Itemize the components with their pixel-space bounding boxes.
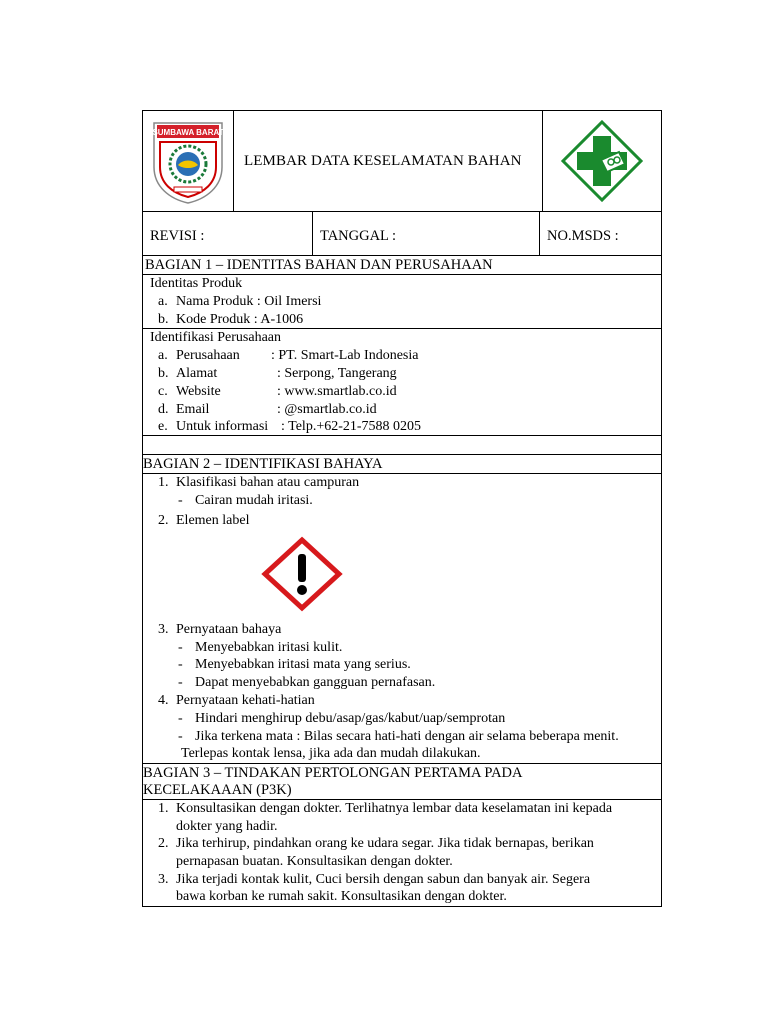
section1-title: BAGIAN 1 – IDENTITAS BAHAN DAN PERUSAHAAN <box>142 256 662 275</box>
company-label: Untuk informasi <box>176 419 269 434</box>
product-name: Nama Produk : Oil Imersi <box>176 294 322 309</box>
first-aid-line: Jika terjadi kontak kulit, Cuci bersih dengan sabun dan banyak air. Segera <box>176 872 591 887</box>
no-msds-cell: NO.MSDS : <box>547 227 619 244</box>
section2-body <box>142 474 662 764</box>
list-item <box>158 293 168 311</box>
company-value: : PT. Smart-Lab Indonesia <box>271 348 419 363</box>
list-marker: d. <box>158 402 169 417</box>
list-marker: c. <box>158 384 168 399</box>
list-marker: 1. <box>158 801 169 816</box>
first-aid-line: bawa korban ke rumah sakit. Konsultasikan dengan dokter. <box>176 889 507 904</box>
dash-marker: - <box>178 729 183 744</box>
logo-banner-text: SUMBAWA BARAT <box>152 128 224 137</box>
product-identity-block <box>142 275 662 329</box>
list-marker: 2. <box>158 513 169 528</box>
document-header <box>142 110 662 212</box>
list-marker: b. <box>158 312 169 327</box>
label-element-item: Elemen label <box>176 513 250 528</box>
company-value: : Serpong, Tangerang <box>277 366 397 381</box>
first-aid-line: pernapasan buatan. Konsultasikan dengan dokter. <box>176 854 453 869</box>
company-value: : Telp.+62-21-7588 0205 <box>281 419 422 434</box>
hazard-sub: Menyebabkan iritasi kulit. <box>195 640 343 655</box>
classification-item: Klasifikasi bahan atau campuran <box>176 475 360 490</box>
company-heading: Identifikasi Perusahaan <box>150 330 282 345</box>
dash-marker: - <box>178 711 183 726</box>
revisi-cell: REVISI : <box>143 211 313 255</box>
list-item <box>158 311 169 329</box>
list-marker: e. <box>158 419 168 434</box>
list-marker: 2. <box>158 836 169 851</box>
company-label: Alamat <box>176 366 218 381</box>
list-marker: 4. <box>158 693 169 708</box>
company-identity-block <box>142 329 662 436</box>
first-aid-line: Konsultasikan dengan dokter. Terlihatnya lembar data keselamatan ini kepada <box>176 801 613 816</box>
ghs-exclamation-icon <box>261 536 343 612</box>
document-title: LEMBAR DATA KESELAMATAN BAHAN <box>234 111 543 211</box>
precaution-sub-cont: Terlepas kontak lensa, jika ada dan mudah dilakukan. <box>181 746 481 761</box>
hazard-sub: Dapat menyebabkan gangguan pernafasan. <box>195 675 436 690</box>
classification-sub: Cairan mudah iritasi. <box>195 493 313 508</box>
list-marker: a. <box>158 348 168 363</box>
blank-row <box>142 436 662 455</box>
first-aid-line: dokter yang hadir. <box>176 819 278 834</box>
tanggal-cell: TANGGAL : <box>313 211 540 255</box>
precaution-sub: Hindari menghirup debu/asap/gas/kabut/uap/semprotan <box>195 711 506 726</box>
section3-body <box>142 800 662 907</box>
dash-marker: - <box>178 675 183 690</box>
hazard-sub: Menyebabkan iritasi mata yang serius. <box>195 657 411 672</box>
list-marker: b. <box>158 366 169 381</box>
green-health-cross-icon <box>561 120 643 202</box>
revision-row <box>142 211 662 256</box>
health-cross-cell <box>543 111 661 211</box>
section3-title-line1: BAGIAN 3 – TINDAKAN PERTOLONGAN PERTAMA PADA <box>143 765 523 781</box>
list-marker: 3. <box>158 872 169 887</box>
list-marker: a. <box>158 294 168 309</box>
list-marker: 1. <box>158 475 169 490</box>
company-label: Website <box>176 384 221 399</box>
company-label: Email <box>176 402 210 417</box>
product-heading: Identitas Produk <box>150 276 243 291</box>
precaution-item: Pernyataan kehati-hatian <box>176 693 315 708</box>
precaution-sub: Jika terkena mata : Bilas secara hati-hati dengan air selama beberapa menit. <box>195 729 619 744</box>
regional-logo-cell <box>143 111 234 211</box>
first-aid-line: Jika terhirup, pindahkan orang ke udara segar. Jika tidak bernapas, berikan <box>176 836 594 851</box>
company-value: : @smartlab.co.id <box>277 402 377 417</box>
sumbawa-barat-emblem-icon <box>150 117 226 205</box>
dash-marker: - <box>178 657 183 672</box>
list-marker: 3. <box>158 622 169 637</box>
product-code: Kode Produk : A-1006 <box>176 312 304 327</box>
company-value: : www.smartlab.co.id <box>277 384 397 399</box>
dash-marker: - <box>178 640 183 655</box>
dash-marker: - <box>178 493 183 508</box>
hazard-statement-item: Pernyataan bahaya <box>176 622 282 637</box>
section3-title <box>142 764 662 800</box>
section2-title: BAGIAN 2 – IDENTIFIKASI BAHAYA <box>142 455 662 474</box>
company-label: Perusahaan <box>176 348 240 363</box>
section3-title-line2: KECELAKAAAN (P3K) <box>143 782 292 798</box>
